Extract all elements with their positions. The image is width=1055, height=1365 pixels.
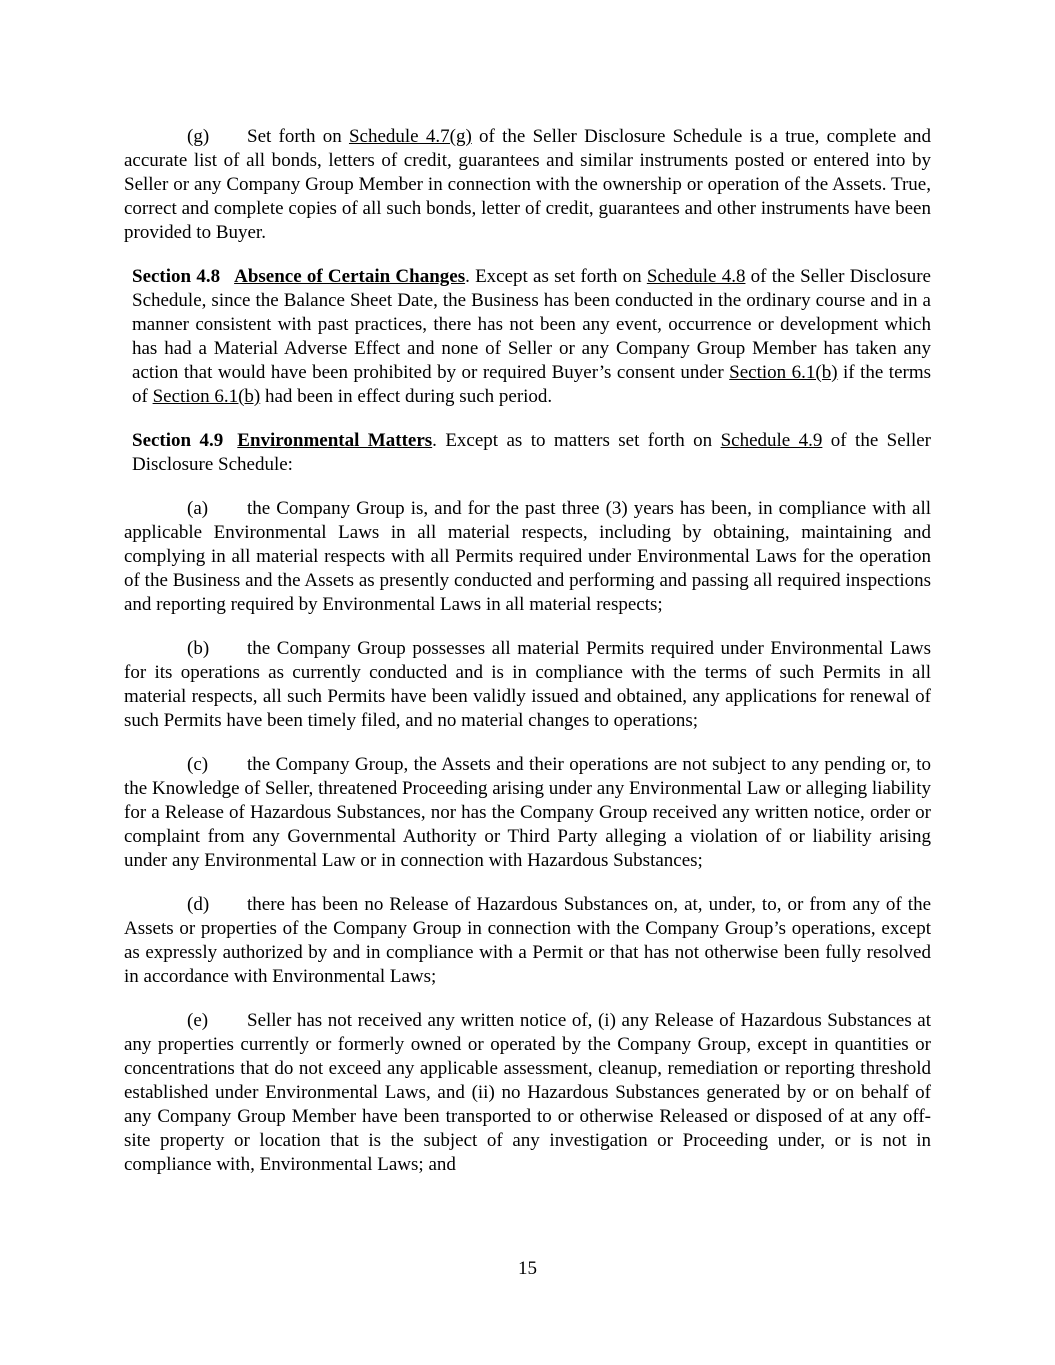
section-heading: Absence of Certain Changes — [234, 266, 466, 287]
document-page — [124, 125, 931, 1197]
section-reference: Section 6.1(b) — [729, 362, 838, 383]
page-number: 15 — [518, 1258, 537, 1279]
item-label: (a) — [187, 498, 209, 519]
paragraph-b: (b) the Company Group possesses all material Permits required under Environmental Laws for its operations as currently conducted and is in compliance with the terms of such Permits in all material respects, all such Permits have been validly issued and obtained, any applications for renewal of such Permits have been timely filed, and no material changes to operations; — [124, 638, 931, 731]
paragraph-d: (d) there has been no Release of Hazardous Substances on, at, under, to, or from any of the Assets or properties of the Company Group in connection with the Company Group’s operations, except as expressly authorized by and in compliance with a Permit or that has not otherwise been fully resolved in accordance with Environmental Laws; — [124, 894, 931, 987]
schedule-reference: Schedule 4.7(g) — [348, 126, 472, 147]
section-number: Section 4.9 — [132, 430, 224, 451]
item-label: (b) — [187, 638, 210, 659]
section-number: Section 4.8 — [132, 266, 221, 287]
paragraph-e: (e) Seller has not received any written notice of, (i) any Release of Hazardous Substances at any properties currently or formerly owned or operated by the Company Group, except in quantities or concentrations that do not exceed any applicable assessment, cleanup, remediation or reporting threshold established under Environmental Laws, and (ii) no Hazardous Substances generated by or on behalf of any Company Group Member have been transported to or otherwise Released or disposed of at any off-site property or location that is the subject of any investigation or Proceeding under, or is not in compliance with, Environmental Laws; and — [124, 1010, 931, 1175]
schedule-reference: Schedule 4.8 — [646, 266, 746, 287]
schedule-reference: Schedule 4.9 — [720, 430, 823, 451]
item-label: (g) — [187, 126, 210, 147]
paragraph-g: (g) Set forth on Schedule 4.7(g) of the Seller Disclosure Schedule is a true, complete and accurate list of all bonds, letters of credit, guarantees and similar instruments posted or entered into by Seller or any Company Group Member in connection with the ownership or operation of the Assets. True, correct and complete copies of all such bonds, letter of credit, guarantees and other instruments have been provided to Buyer. — [124, 126, 931, 243]
section-4-8: Section 4.8 Absence of Certain Changes. Except as set forth on Schedule 4.8 of the Seller Disclosure Schedule, since the Balance Sheet Date, the Business has been conducted in the ordinary course and in a manner consistent with past practices, there has not been any event, occurrence or development which has had a Material Adverse Effect and none of Seller or any Company Group Member has taken any action that would have been prohibited by or required Buyer’s consent under Section 6.1(b) if the terms of Section 6.1(b) had been in effect during such period. — [132, 266, 931, 407]
section-reference: Section 6.1(b) — [152, 386, 261, 407]
item-label: (d) — [187, 894, 210, 915]
section-4-9: Section 4.9 Environmental Matters. Except as to matters set forth on Schedule 4.9 of the Seller Disclosure Schedule: — [132, 430, 931, 475]
item-label: (e) — [187, 1010, 209, 1031]
section-heading: Environmental Matters — [237, 430, 433, 451]
paragraph-c: (c) the Company Group, the Assets and their operations are not subject to any pending or, to the Knowledge of Seller, threatened Proceeding arising under any Environmental Law or alleging liability for a Release of Hazardous Substances, nor has the Company Group received any written notice, order or complaint from any Governmental Authority or Third Party alleging a violation of or liability arising under any Environmental Law or in connection with Hazardous Substances; — [124, 754, 931, 871]
paragraph-a: (a) the Company Group is, and for the past three (3) years has been, in compliance with all applicable Environmental Laws in all material respects, including by obtaining, maintaining and complying in all material respects with all Permits required under Environmental Laws for the operation of the Business and the Assets as presently conducted and performing and passing all required inspections and reporting required by Environmental Laws in all material respects; — [124, 498, 931, 615]
item-label: (c) — [187, 754, 209, 775]
